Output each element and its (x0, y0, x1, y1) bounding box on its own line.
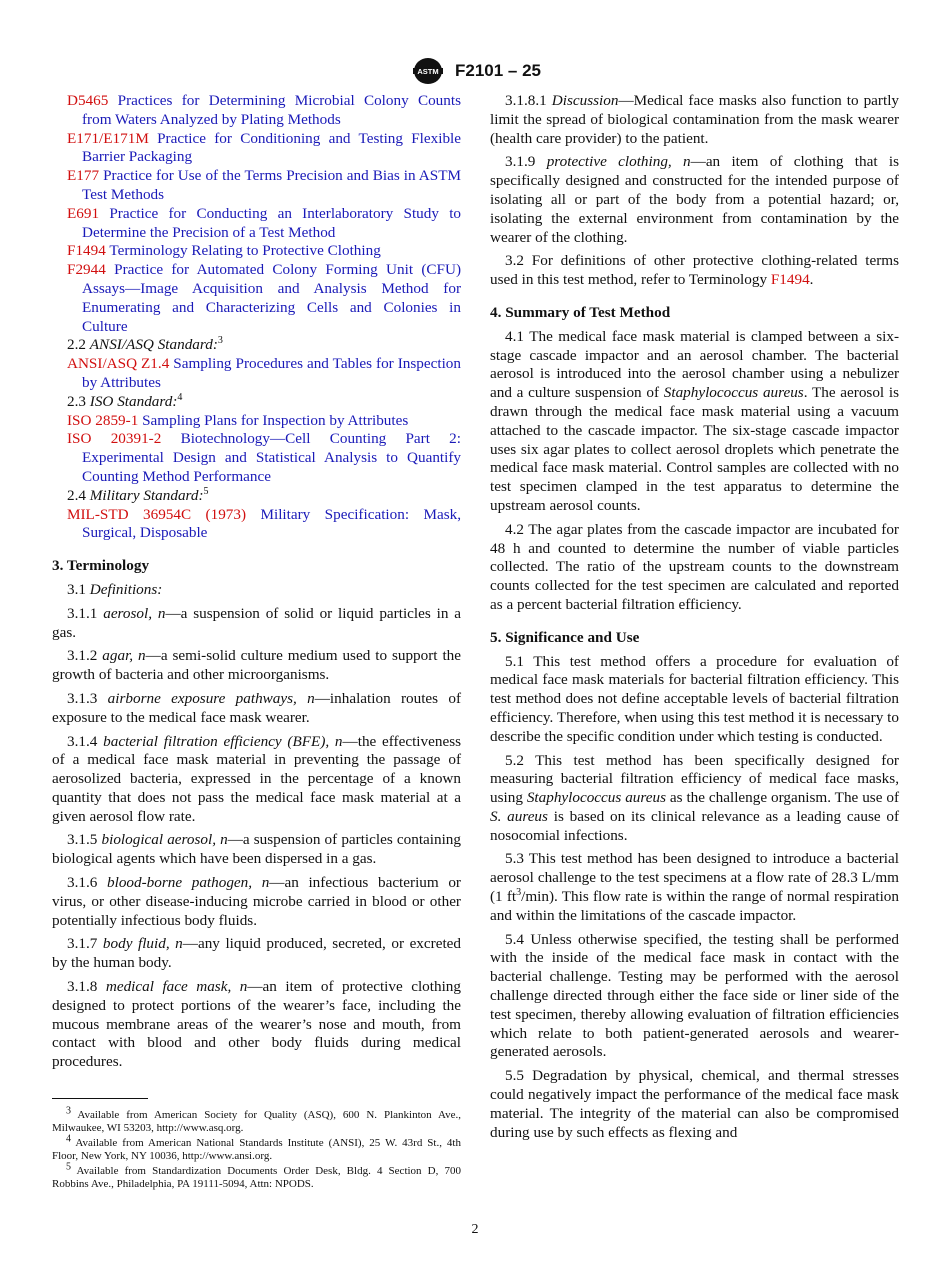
reference-entry (52, 506, 461, 544)
reference-entry (52, 167, 461, 205)
reference-entry (52, 261, 461, 336)
reference-title[interactable]: Biotechnology—Cell Counting Part 2: Experimental Design and Statistical Analysis to Quantify Counting Method Performance (82, 430, 461, 485)
reference-entry (52, 355, 461, 393)
reference-title[interactable]: Sampling Procedures and Tables for Inspection by Attributes (82, 355, 461, 391)
section-heading: 5. Significance and Use (490, 628, 640, 646)
footnote: $^5$ Available from Standardization Documents Order Desk, Bldg. 4 Section D, 700 Robbins Ave., Philadelphia, PA 19111-5094, Attn: NPODS. (52, 1161, 461, 1191)
reference-code[interactable]: E177 (67, 167, 100, 185)
subsection-2-3: 2.3 ISO Standard:$^4$ (67, 391, 183, 410)
paragraph: 4.2 The agar plates from the cascade impactor are incubated for 48 h and counted to determine the number of viable particles collected. The ratio of the upstream counts to the downstream counts collected for the test specimen are calculated and reported as a percent bacterial filtration efficiency. (490, 520, 899, 613)
reference-title[interactable]: Practice for Conditioning and Testing Flexible Barrier Packaging (82, 129, 462, 166)
subsection-2-4: 2.4 Military Standard:$^5$ (67, 485, 209, 504)
footnote: $^3$ Available from American Society for Quality (ASQ), 600 N. Plankinton Ave., Milwaukee, WI 53203, http://www.asq.org. (52, 1105, 461, 1135)
page-header (0, 56, 950, 86)
reference-code[interactable]: ANSI/ASQ Z1.4 (67, 355, 170, 373)
footnote-divider (52, 1098, 148, 1099)
definition: 3.1.8 medical face mask, n—an item of protective clothing designed to protect portions of the wearer’s face, including the mucous membrane areas of the wearer’s nose and mouth, from contact with blood and other body fluids during medical procedures. (52, 978, 461, 1071)
reference-entry (52, 412, 461, 431)
paragraph: 5.3 This test method has been designed to introduce a bacterial aerosol challenge to the test specimens at a flow rate of 28.3 L/mm (1 $ft^3/\min$). This flow rate is within the range of normal respiration and within the limitations of the cascade impactor. (490, 850, 899, 924)
definition: 3.1.4 bacterial filtration efficiency (BFE), n—the effectiveness of a medical face mask material in preventing the passage of aerosolized bacteria, expressed in the percentage of a known quantity that does not pass the medical face mask material at a given aerosol flow rate. (52, 732, 462, 825)
paragraph: 3.2 For definitions of other protective clothing-related terms used in this test method, refer to Terminology F1494. (490, 252, 900, 289)
definition: 3.1.6 blood-borne pathogen, n—an infectious bacterium or virus, or other disease-inducing microbe carried in blood or other potentially infectious body fluids. (52, 874, 461, 929)
standard-code: F2101 – 25 (454, 61, 541, 80)
reference-entry (52, 205, 461, 243)
astm-logo-icon (409, 56, 447, 86)
right-column (490, 92, 899, 1147)
definition: 3.1.5 biological aerosol, n—a suspension of particles containing biological agents which have been dispersed in a gas. (52, 831, 461, 868)
paragraph: 5.2 This test method has been specifically designed for measuring bacterial filtration efficiency of medical face masks, using Staphylococcus aureus as the challenge organism. The use of S. aureus is based on its clinical relevance as a leading cause of nosocomial infections. (490, 751, 900, 844)
reference-title[interactable]: Practice for Use of the Terms Precision and Bias in ASTM Test Methods (82, 167, 462, 203)
paragraph: 4.1 The medical face mask material is clamped between a six-stage cascade impactor and an aerosol chamber. The bacterial aerosol is introduced into the aerosol chamber using a nebulizer and a culture suspension of Staphylococcus aureus. The aerosol is drawn through the medical face mask material using a vacuum attached to the cascade impactor. The six-stage cascade impactor uses six agar plates to collect aerosol droplets which penetrate the medical face mask material. Control samples are collected with no test specimen clamped in the test apparatus to determine the upstream aerosol counts. (490, 327, 899, 514)
definition: 3.1.3 airborne exposure pathways, n—inhalation routes of exposure to the medical face mask wearer. (52, 689, 462, 726)
svg-text:ASTM: ASTM (417, 67, 439, 76)
reference-entry (52, 92, 461, 130)
reference-code[interactable]: MIL-STD 36954C (1973) (67, 505, 247, 523)
paragraph: 5.1 This test method offers a procedure for evaluation of medical face mask materials for bacterial filtration efficiency. This test method does not define acceptable levels of bacterial filtration efficiency. Therefore, when using this test method it is necessary to describe the specific condition under which testing is conducted. (490, 652, 899, 745)
reference-title[interactable]: Practice for Automated Colony Forming Unit (CFU) Assays—Image Acquisition and Analysis Method for Enumerating and Characterizing Cells and Colonies in Culture (82, 261, 462, 335)
reference-code[interactable]: E691 (67, 204, 100, 222)
reference-entry (52, 242, 461, 261)
discussion-paragraph: 3.1.8.1 Discussion—Medical face masks also function to partly limit the spread of biological contamination from the mask wearer (health care provider) to the patient. (490, 92, 900, 147)
paragraph: 5.4 Unless otherwise specified, the testing shall be performed with the inside of the medical face mask in contact with the bacterial challenge. Testing may be performed with the aerosol challenge directed through either the face side or liner side of the test specimen, thereby allowing evaluation of filtration efficiencies which relate to both patient-generated aerosols and wearer-generated aerosols. (490, 930, 900, 1061)
reference-entry (52, 130, 461, 168)
reference-title[interactable]: Terminology Relating to Protective Clothing (109, 242, 381, 260)
section-heading: 3. Terminology (52, 557, 150, 575)
section-heading: 4. Summary of Test Method (490, 303, 671, 321)
left-column (52, 92, 461, 1192)
definition: 3.1.9 protective clothing, n—an item of clothing that is specifically designed and constructed for the intended purpose of isolating all or part of the body from a potential hazard; or, isolating the external environment from contamination by the wearer of the clothing. (490, 153, 899, 246)
page-number: 2 (471, 1222, 479, 1237)
paragraph: 5.5 Degradation by physical, chemical, and thermal stresses could negatively impact the performance of the medical face mask material. The integrity of the material can also be compromised during use by such effects as flexing and (490, 1067, 900, 1141)
reference-title[interactable]: Military Specification: Mask, Surgical, Disposable (82, 505, 462, 542)
definition: 3.1.7 body fluid, n—any liquid produced, secreted, or excreted by the human body. (52, 935, 461, 972)
reference-code[interactable]: ISO 2859-1 (67, 411, 139, 429)
reference-list-astm (52, 92, 461, 336)
definition: 3.1.1 aerosol, n—a suspension of solid or liquid particles in a gas. (52, 604, 462, 641)
reference-title[interactable]: Practice for Conducting an Interlaboratory Study to Determine the Precision of a Test Method (82, 204, 462, 241)
reference-code[interactable]: F2944 (67, 261, 106, 279)
reference-title[interactable]: Sampling Plans for Inspection by Attributes (142, 411, 409, 429)
reference-code[interactable]: E171/E171M (67, 129, 149, 147)
reference-code[interactable]: ISO 20391-2 (67, 430, 162, 448)
reference-entry (52, 430, 461, 486)
reference-code[interactable]: F1494 (67, 242, 106, 260)
definition: 3.1.2 agar, n—a semi-solid culture medium used to support the growth of bacteria and other microorganisms. (52, 647, 461, 684)
terminology-link[interactable]: F1494 (770, 271, 810, 289)
reference-code[interactable]: D5465 (67, 92, 109, 109)
paragraph: 3.1 Definitions: (67, 580, 163, 598)
subsection-2-2: 2.2 ANSI/ASQ Standard:$^3$ (67, 335, 223, 354)
footnote: $^4$ Available from American National Standards Institute (ANSI), 25 W. 43rd St., 4th Floor, New York, NY 10036, http://www.ansi.org. (52, 1133, 461, 1163)
reference-title[interactable]: Practices for Determining Microbial Colony Counts from Waters Analyzed by Plating Methods (82, 92, 462, 128)
